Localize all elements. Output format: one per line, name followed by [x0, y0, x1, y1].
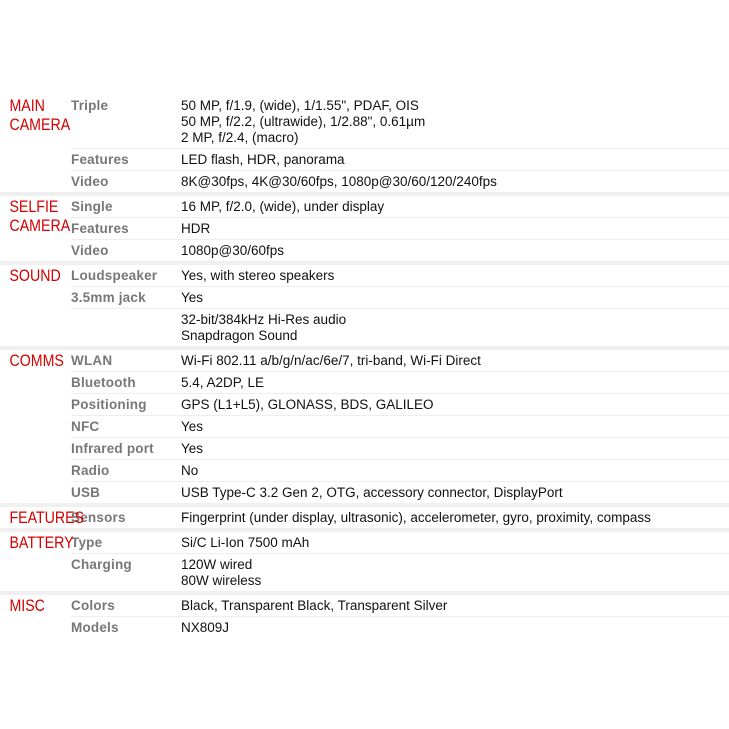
spec-value [181, 394, 729, 416]
specs-table [0, 95, 729, 638]
spec-value [181, 218, 729, 240]
spec-value-line: 1080p@30/60fps [181, 243, 285, 258]
spec-row [0, 240, 729, 261]
spec-value [181, 95, 729, 149]
spec-name[interactable]: WLAN [71, 350, 181, 372]
spec-value-line: Si/C Li-Ion 7500 mAh [181, 535, 310, 550]
spec-row [0, 265, 729, 287]
category-label: SOUND [9, 267, 61, 285]
spec-name[interactable]: Sensors [71, 510, 126, 525]
spec-row [0, 171, 729, 192]
spec-value [181, 149, 729, 171]
spec-row [0, 416, 729, 438]
spec-row [0, 350, 729, 372]
spec-name[interactable]: NFC [71, 416, 181, 438]
spec-name[interactable]: Radio [71, 460, 181, 482]
spec-value-line: USB Type-C 3.2 Gen 2, OTG, accessory connector, DisplayPort [181, 485, 563, 500]
spec-row [0, 438, 729, 460]
spec-value-line: Fingerprint (under display, ultrasonic), accelerometer, gyro, proximity, compass [181, 510, 651, 525]
spec-row [0, 482, 729, 503]
spec-row [0, 287, 729, 309]
spec-row [0, 95, 729, 149]
spec-value-line: 80W wireless [181, 573, 262, 588]
spec-value-line: Snapdragon Sound [181, 328, 298, 343]
spec-name[interactable] [71, 309, 181, 346]
spec-value-line: Yes [181, 419, 204, 434]
spec-value [181, 196, 729, 218]
spec-value-line: Yes [181, 290, 204, 305]
spec-name[interactable]: Single [71, 196, 181, 218]
spec-name[interactable]: Models [71, 620, 119, 635]
spec-value-line: No [181, 463, 199, 478]
spec-name[interactable]: Loudspeaker [71, 265, 181, 287]
spec-row [0, 460, 729, 482]
category-label: COMMS [9, 352, 64, 370]
spec-value [181, 460, 729, 482]
spec-value [181, 617, 729, 638]
spec-value [181, 265, 729, 287]
spec-name[interactable]: Type [71, 532, 181, 554]
spec-name[interactable]: Triple [71, 95, 181, 149]
spec-value [181, 595, 729, 617]
spec-value [181, 554, 729, 591]
category-label: SELFIE CAMERA [9, 198, 71, 235]
spec-value-line: 2 MP, f/2.4, (macro) [181, 130, 299, 145]
spec-row [0, 372, 729, 394]
category-label: MAIN CAMERA [9, 97, 71, 134]
spec-value [181, 350, 729, 372]
spec-value-line: Yes, with stereo speakers [181, 268, 335, 283]
spec-value-line: Black, Transparent Black, Transparent Silver [181, 598, 448, 613]
category-label: BATTERY [9, 534, 74, 552]
spec-row [0, 554, 729, 591]
spec-name[interactable]: Colors [71, 595, 181, 617]
spec-value-line: NX809J [181, 620, 230, 635]
spec-value-line: HDR [181, 221, 211, 236]
spec-value-line: 50 MP, f/2.2, (ultrawide), 1/2.88", 0.61µm [181, 114, 426, 129]
spec-value [181, 287, 729, 309]
spec-value-line: 50 MP, f/1.9, (wide), 1/1.55", PDAF, OIS [181, 98, 419, 113]
spec-value-line: LED flash, HDR, panorama [181, 152, 345, 167]
spec-value [181, 372, 729, 394]
spec-row [0, 617, 729, 638]
category-label: FEATURES [9, 509, 85, 527]
spec-value-line: GPS (L1+L5), GLONASS, BDS, GALILEO [181, 397, 434, 412]
spec-row [0, 309, 729, 346]
spec-value [181, 171, 729, 192]
spec-row [0, 532, 729, 554]
spec-name[interactable]: Video [71, 174, 109, 189]
spec-value [181, 416, 729, 438]
spec-name[interactable]: Video [71, 243, 109, 258]
spec-row [0, 507, 729, 528]
spec-name[interactable]: Features [71, 149, 181, 171]
spec-value [181, 309, 729, 346]
spec-value [181, 482, 729, 503]
spec-name[interactable]: Positioning [71, 394, 181, 416]
spec-value [181, 532, 729, 554]
spec-name[interactable]: Features [71, 218, 181, 240]
spec-name[interactable]: Bluetooth [71, 372, 181, 394]
spec-row [0, 394, 729, 416]
spec-name[interactable]: 3.5mm jack [71, 287, 181, 309]
spec-name[interactable]: Charging [71, 557, 132, 572]
spec-value-line: 120W wired [181, 557, 253, 572]
category-label: MISC [9, 597, 45, 615]
spec-row [0, 196, 729, 218]
spec-name[interactable]: USB [71, 485, 101, 500]
spec-row [0, 218, 729, 240]
spec-value-line: 16 MP, f/2.0, (wide), under display [181, 199, 385, 214]
spec-value-line: Wi-Fi 802.11 a/b/g/n/ac/6e/7, tri-band, Wi-Fi Direct [181, 353, 481, 368]
spec-value-line: 32-bit/384kHz Hi-Res audio [181, 312, 347, 327]
spec-value [181, 438, 729, 460]
spec-value [181, 507, 729, 528]
spec-value-line: Yes [181, 441, 204, 456]
spec-value-line: 5.4, A2DP, LE [181, 375, 265, 390]
spec-value [181, 240, 729, 261]
spec-row [0, 595, 729, 617]
spec-row [0, 149, 729, 171]
spec-value-line: 8K@30fps, 4K@30/60fps, 1080p@30/60/120/240fps [181, 174, 497, 189]
spec-name[interactable]: Infrared port [71, 438, 181, 460]
